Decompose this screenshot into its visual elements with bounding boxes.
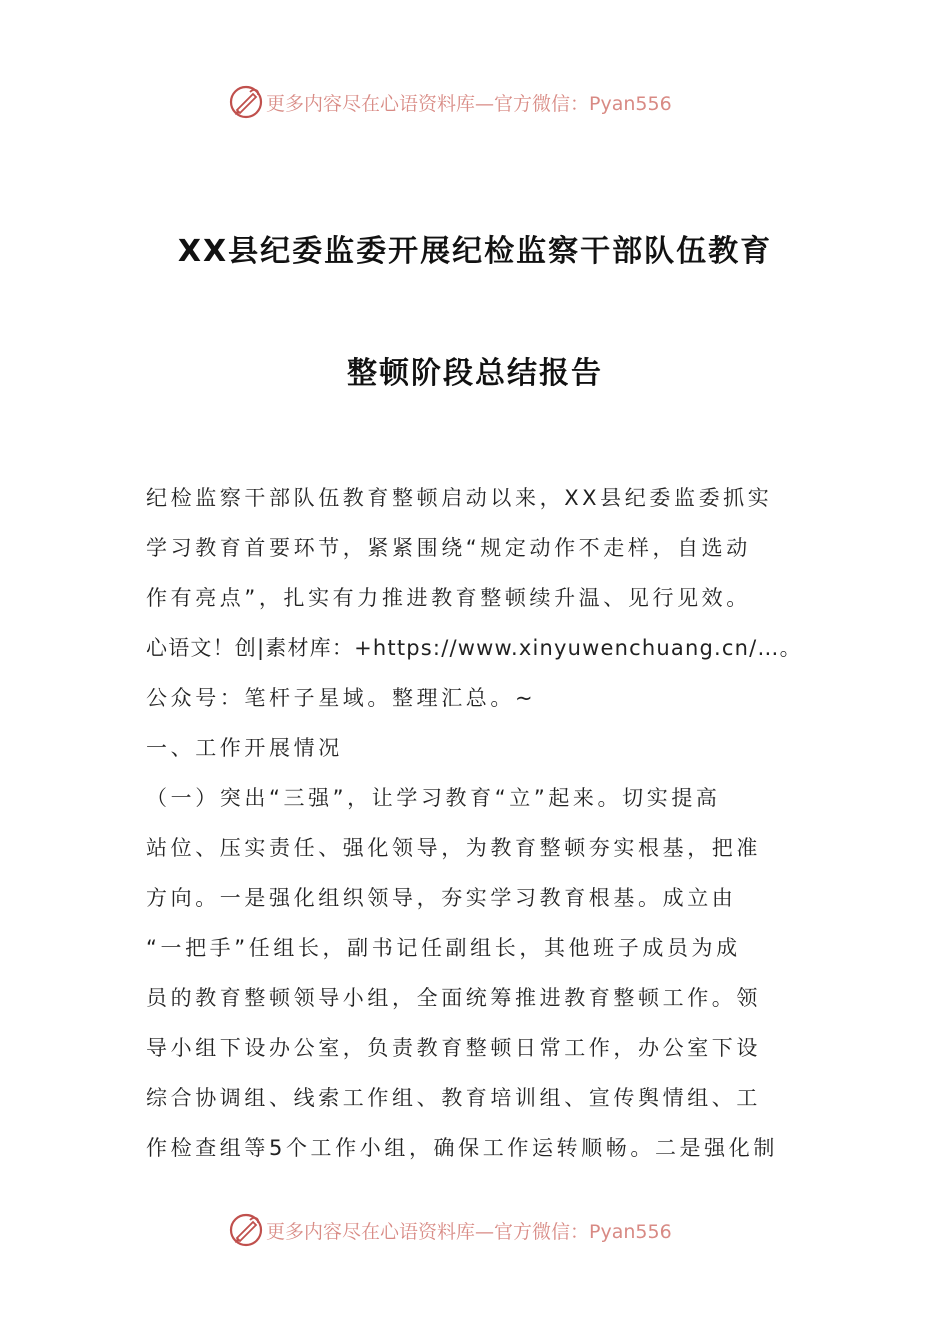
body-line: “一把手”任组长，副书记任副组长，其他班子成员为成 bbox=[146, 936, 741, 960]
body-line: 综合协调组、线索工作组、教育培训组、宣传舆情组、工 bbox=[146, 1086, 761, 1110]
body-line: 学习教育首要环节，紧紧围绕“规定动作不走样，自选动 bbox=[146, 536, 751, 560]
subsection-heading: （一）突出“三强”，让学习教育“立”起来。切实提高 bbox=[146, 786, 721, 810]
pen-logo-icon bbox=[228, 84, 264, 120]
body-line-link: 心语文！创|素材库：+https://www.xinyuwenchuang.cn/…。 bbox=[146, 636, 802, 660]
page-title-line-1: XX县纪委监委开展纪检监察干部队伍教育 bbox=[177, 234, 773, 269]
watermark-text: 更多内容尽在心语资料库—官方微信：Pyan556 bbox=[266, 92, 672, 115]
header-watermark bbox=[228, 82, 728, 122]
body-line: 作检查组等5个工作小组，确保工作运转顺畅。二是强化制 bbox=[146, 1136, 778, 1160]
footer-watermark bbox=[228, 1210, 728, 1250]
pen-logo-icon bbox=[228, 1212, 264, 1248]
body-line: 纪检监察干部队伍教育整顿启动以来，XX县纪委监委抓实 bbox=[146, 486, 773, 510]
body-line: 方向。一是强化组织领导，夯实学习教育根基。成立由 bbox=[146, 886, 737, 910]
watermark-text: 更多内容尽在心语资料库—官方微信：Pyan556 bbox=[266, 1220, 672, 1243]
section-heading: 一、工作开展情况 bbox=[146, 736, 343, 760]
body-line: 员的教育整顿领导小组，全面统筹推进教育整顿工作。领 bbox=[146, 986, 761, 1010]
page-title-line-2: 整顿阶段总结报告 bbox=[347, 356, 603, 391]
body-line: 站位、压实责任、强化领导，为教育整顿夯实根基，把准 bbox=[146, 836, 761, 860]
body-line: 公众号：笔杆子星域。整理汇总。~ bbox=[146, 686, 537, 710]
body-line: 导小组下设办公室，负责教育整顿日常工作，办公室下设 bbox=[146, 1036, 761, 1060]
body-line: 作有亮点”，扎实有力推进教育整顿续升温、见行见效。 bbox=[146, 586, 751, 610]
